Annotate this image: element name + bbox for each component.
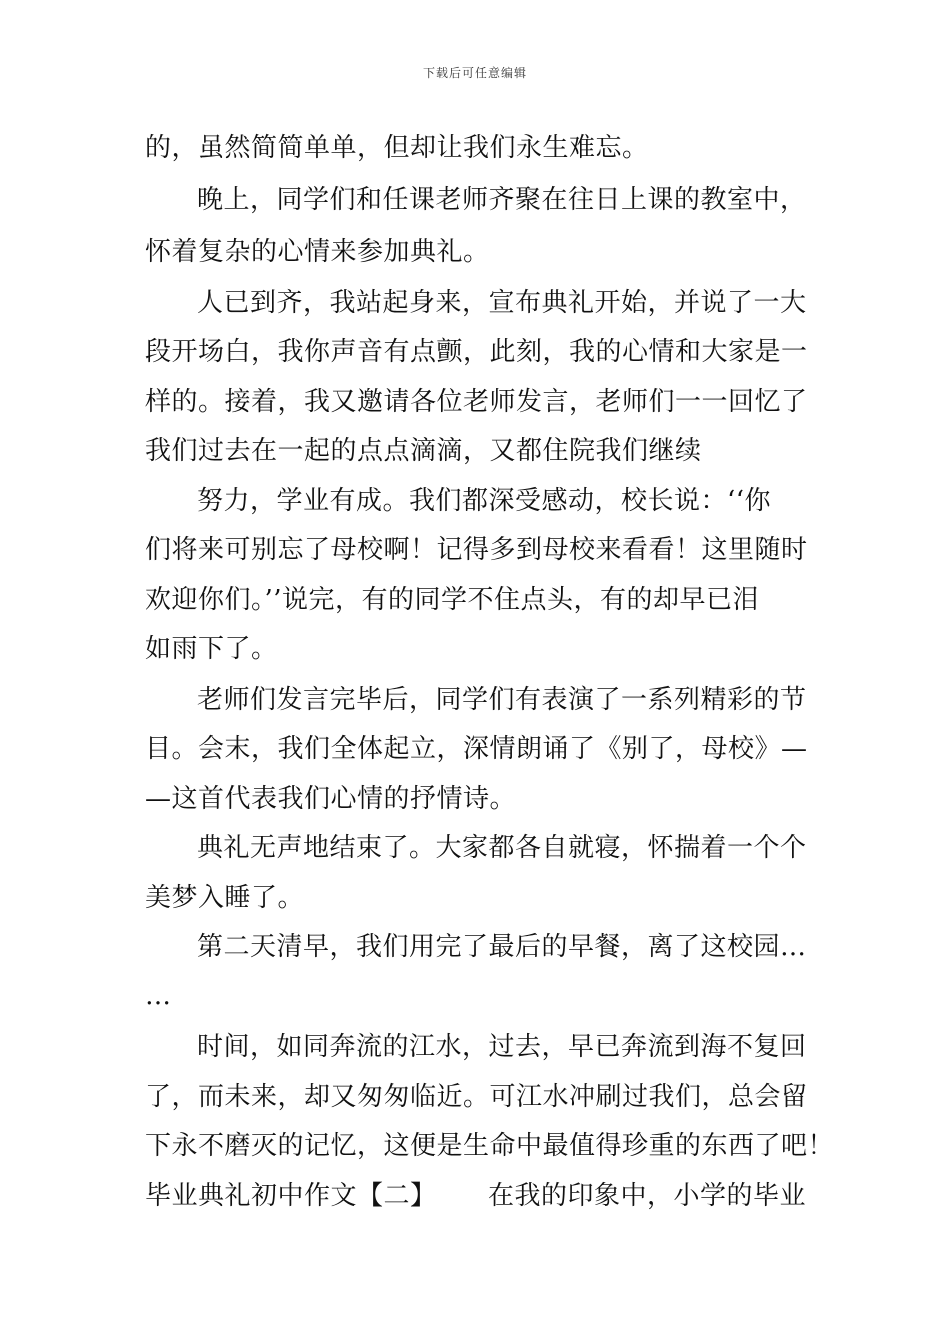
paragraph-line: 我们过去在一起的点点滴滴，又都住院我们继续	[145, 436, 702, 466]
paragraph-line: 第二天清早，我们用完了最后的早餐，离了这校园…	[197, 932, 807, 962]
page-header: 下载后可任意编辑	[422, 66, 527, 80]
paragraph-line: …	[145, 981, 172, 1011]
paragraph-line: 怀着复杂的心情来参加典礼。	[145, 237, 490, 267]
paragraph-line: 下永不磨灭的记忆，这便是生命中最值得珍重的东西了吧！	[145, 1131, 835, 1161]
paragraph-line: 人已到齐，我站起身来，宣布典礼开始，并说了一大	[197, 288, 807, 318]
paragraph-line: 典礼无声地结束了。大家都各自就寝，怀揣着一个个	[197, 833, 807, 863]
paragraph-line: 如雨下了。	[145, 634, 278, 664]
paragraph-line: 晚上，同学们和任课老师齐聚在往日上课的教室中，	[197, 185, 807, 215]
paragraph-line: 美梦入睡了。	[145, 883, 305, 913]
paragraph-line: 了，而未来，却又匆匆临近。可江水冲刷过我们，总会留	[145, 1082, 808, 1112]
paragraph-line: 目。会末，我们全体起立，深情朗诵了《别了，母校》—	[145, 734, 808, 764]
paragraph-line: 们将来可别忘了母校啊！记得多到母校来看看！这里随时	[145, 535, 808, 565]
paragraph-line: 欢迎你们。’’说完，有的同学不住点头，有的却早已泪	[145, 585, 760, 615]
section-heading: 毕业典礼初中作文【二】	[145, 1181, 437, 1211]
paragraph-line: 的，虽然简简单单，但却让我们永生难忘。	[145, 133, 649, 163]
paragraph-line: 段开场白，我你声音有点颤，此刻，我的心情和大家是一	[145, 337, 808, 367]
paragraph-line: 努力，学业有成。我们都深受感动，校长说：‘‘你	[197, 486, 772, 516]
paragraph-line: 样的。接着，我又邀请各位老师发言，老师们一一回忆了	[145, 387, 808, 417]
paragraph-line: 在我的印象中，小学的毕业	[488, 1181, 807, 1211]
paragraph-line: 老师们发言完毕后，同学们有表演了一系列精彩的节	[197, 685, 807, 715]
paragraph-line: —这首代表我们心情的抒情诗。	[145, 784, 517, 814]
paragraph-line: 时间，如同奔流的江水，过去，早已奔流到海不复回	[197, 1032, 807, 1062]
